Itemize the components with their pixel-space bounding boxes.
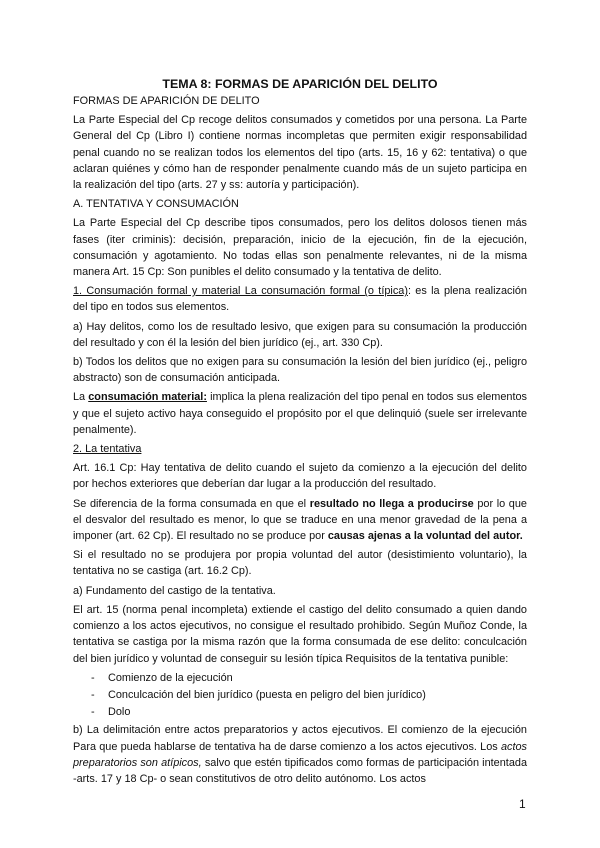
page-title: TEMA 8: FORMAS DE APARICIÓN DEL DELITO	[162, 77, 438, 91]
list-item-text: Comienzo de la ejecución	[108, 671, 233, 684]
consumacion-heading: 1. Consumación formal y material La consumación formal (o típica)	[73, 285, 408, 298]
iter-criminis-paragraph: La Parte Especial del Cp describe tipos consumados, pero los delitos dolosos tienen más fases (iter criminis): decisión, preparación, inicio de la ejecución, fin de la ejecución, consumación y agotamiento. No todas ellas son penalmente relevantes, ni de la misma manera Art. 15 Cp: Son punibles el delito consumado y la tentativa de delito.	[73, 217, 527, 279]
consumacion-material-paragraph	[73, 389, 527, 438]
delimitacion-paragraph	[73, 722, 527, 787]
consumacion-material-term: consumación material:	[88, 391, 207, 404]
list-item	[73, 670, 527, 686]
diferencia-bold-1: resultado no llega a producirse	[309, 497, 474, 510]
list-item	[73, 687, 527, 703]
page-number: 1	[519, 797, 526, 811]
diferencia-text-2: por lo que el desvalor del resultado es menor, lo que se traduce en una menor gravedad de la pena a imponer (art. 62 Cp). El resultado no se produce por	[73, 497, 527, 543]
document-body	[73, 76, 527, 790]
diferencia-text-1: Se diferencia de la forma consumada en que el	[73, 497, 310, 510]
diferencia-bold-2: causas ajenas a la voluntad del autor.	[327, 530, 523, 543]
consumacion-formal-text: : es la plena realización del tipo en todos sus elementos.	[73, 285, 527, 314]
desistimiento-paragraph: Si el resultado no se produjera por propia voluntad del autor (desistimiento voluntario), la tentativa no se castiga (art. 16.2 Cp).	[73, 549, 527, 578]
art-16-paragraph: Art. 16.1 Cp: Hay tentativa de delito cuando el sujeto da comienzo a la ejecución del delito por hechos exteriores que deberían dar lugar a la producción del resultado.	[73, 462, 527, 491]
section-a-heading: A. TENTATIVA Y CONSUMACIÓN	[73, 198, 239, 211]
delimitacion-text-2: salvo que estén tipificados como formas de participación intentada -arts. 17 y 18 Cp- o sean constitutivos de otro delito autónomo. Los actos	[73, 756, 527, 785]
list-dash: -	[91, 688, 95, 701]
requisitos-list	[73, 670, 527, 721]
list-item-text: Conculcación del bien jurídico (puesta en peligro del bien jurídico)	[108, 688, 426, 701]
delimitacion-italic: actos preparatorios son atípicos,	[73, 740, 527, 769]
delimitacion-text-1: b) La delimitación entre actos preparatorios y actos ejecutivos. El comienzo de la ejecución Para que pueda hablarse de tentativa ha de darse comienzo a los actos ejecutivos. Los	[73, 724, 527, 753]
list-dash: -	[91, 671, 95, 684]
fundamento-paragraph: El art. 15 (norma penal incompleta) extiende el castigo del delito consumado a quien dando comienzo a los actos ejecutivos, no consigue el resultado prohibido. Según Muñoz Conde, la tentativa se castiga por la misma razón que la forma consumada de ese delito: conculcación del bien jurídico y voluntad de conseguir su lesión típica Requisitos de la tentativa punible:	[73, 603, 527, 665]
intro-paragraph: La Parte Especial del Cp recoge delitos consumados y cometidos por una persona. La Parte General del Cp (Libro I) contiene normas incompletas que permiten exigir responsabilidad penal cuando no se realizan todos los elementos del tipo (arts. 15, 16 y 62: tentativa) o que aclaran quiénes y cómo han de responder penalmente cuando más de un sujeto participa en la realización del tipo (arts. 27 y ss: autoría y participación).	[73, 114, 527, 192]
consumacion-anticipada-paragraph: b) Todos los delitos que no exigen para su consumación la lesión del bien jurídico (ej., peligro abstracto) son de consumación anticipada.	[73, 356, 527, 385]
fundamento-heading: a) Fundamento del castigo de la tentativa.	[73, 584, 276, 597]
tentativa-heading: 2. La tentativa	[73, 443, 142, 456]
list-item	[73, 704, 527, 720]
consumacion-material-text: implica la plena realización del tipo penal en todos sus elementos y que el sujeto activo haya conseguido el propósito por el que delinquió (suele ser irrelevante penalmente).	[73, 391, 528, 436]
consumacion-material-lead: La	[73, 391, 89, 404]
diferencia-paragraph	[73, 496, 527, 545]
list-dash: -	[91, 706, 95, 719]
list-item-text: Dolo	[108, 706, 131, 719]
resultado-lesivo-paragraph: a) Hay delitos, como los de resultado lesivo, que exigen para su consumación la producción del resultado y con él la lesión del bien jurídico (ej., art. 330 Cp).	[73, 320, 527, 349]
consumacion-formal-paragraph	[73, 283, 527, 315]
section-subtitle: FORMAS DE APARICIÓN DE DELITO	[73, 95, 260, 107]
